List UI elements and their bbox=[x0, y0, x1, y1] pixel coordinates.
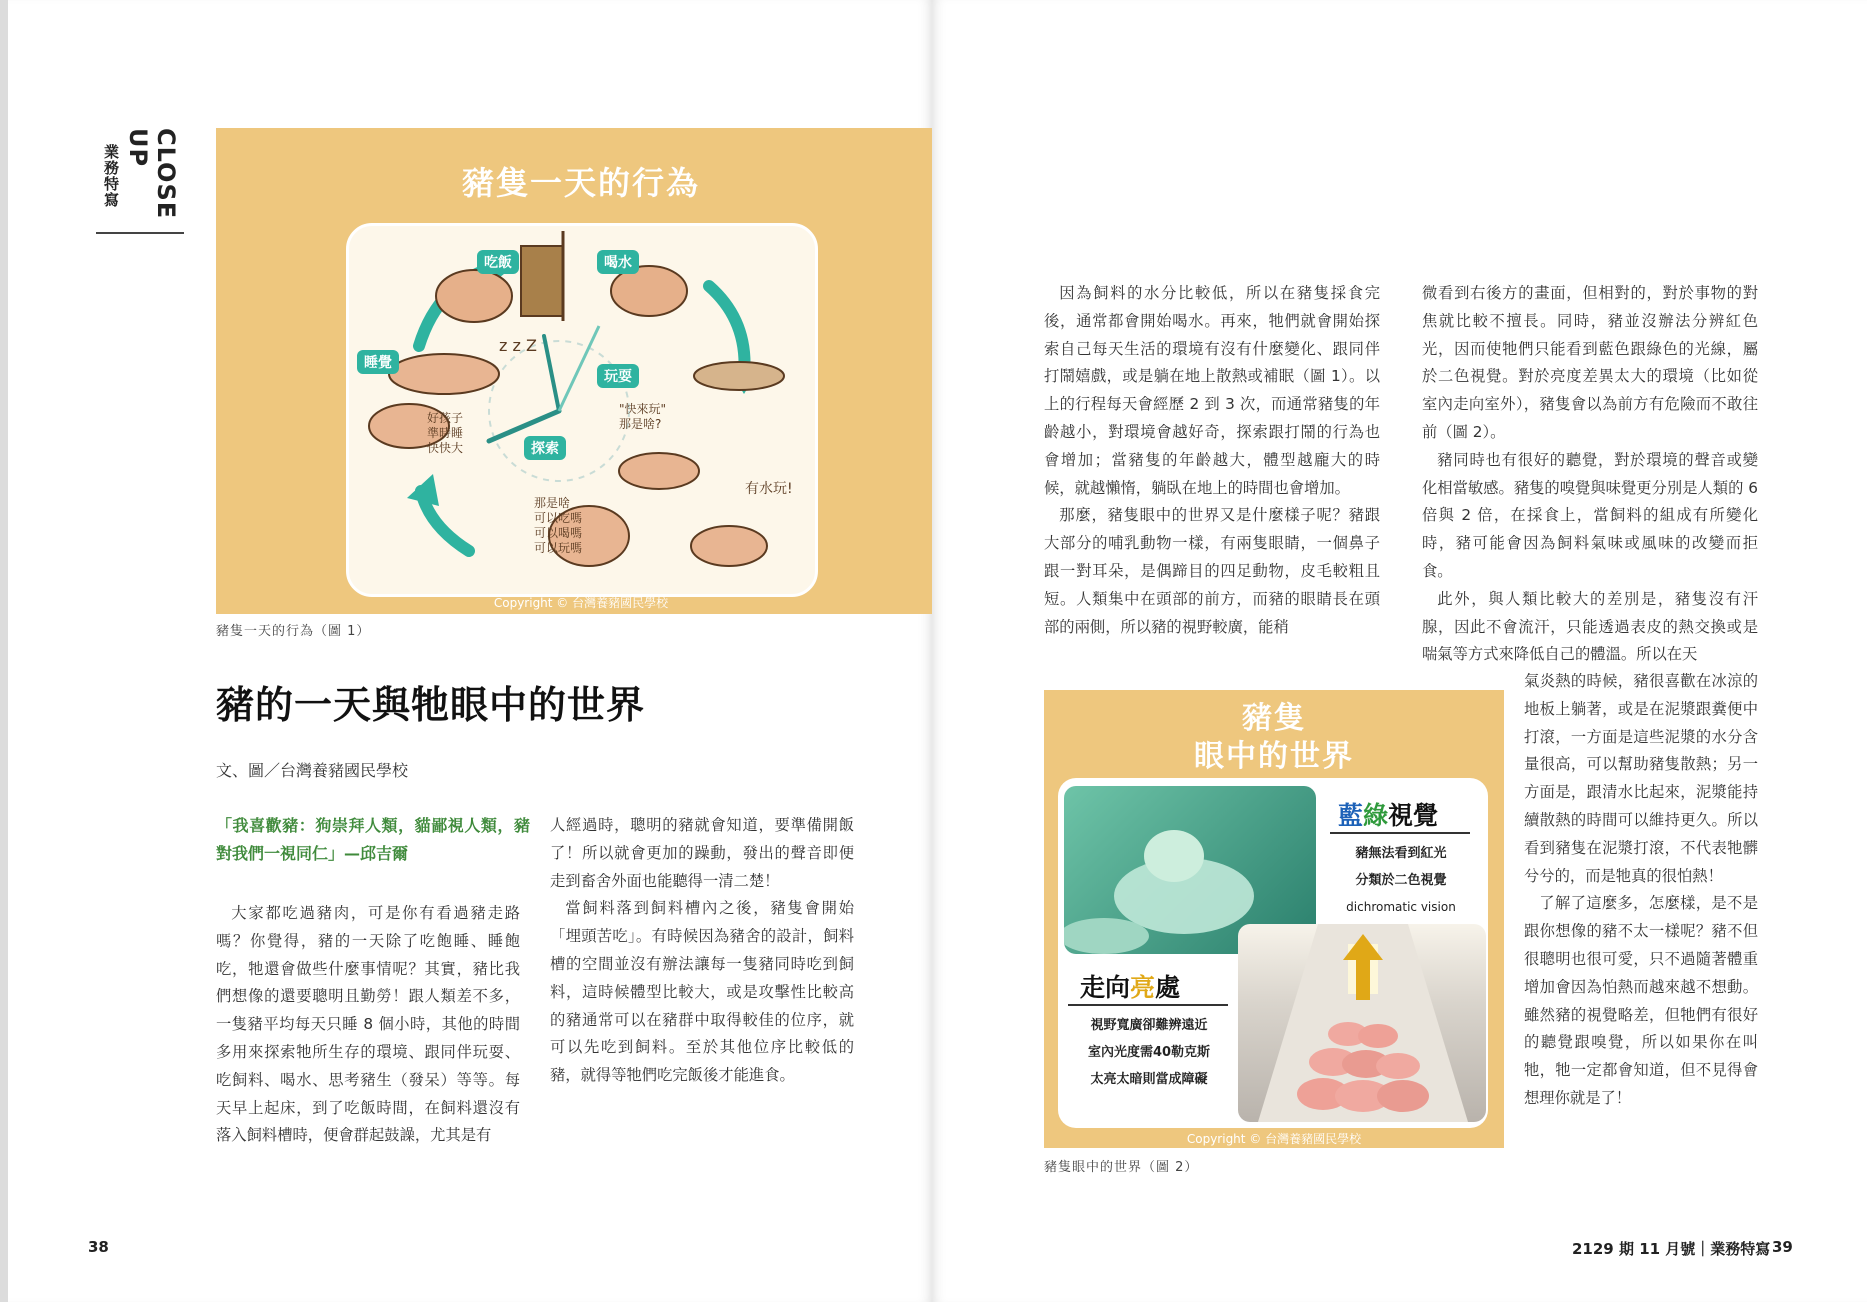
paragraph: 了解了這麼多，怎麼樣，是不是跟你想像的豬不太一樣呢？豬不但很聰明也很可愛，只不過隨著體重增加會因為怕熱而越來越不想動。雖然豬的視覺略差，但牠們有很好的聽覺跟嗅覺，所以如果你在叫牠，牠一定都會知道，但不見得會想理你就是了！ bbox=[1524, 894, 1758, 1107]
doodle-sleepy-text: 好孩子 準時睡 快快大 bbox=[427, 411, 464, 455]
paragraph: 大家都吃過豬肉，可是你有看過豬走路嗎？你覺得，豬的一天除了吃飽睡、睡飽吃，牠還會做些什麼事情呢？其實，豬比我們想像的還要聰明且勤勞！跟人類差不多，一隻豬平均每天只睡 8 個小時，其他的時間多用來探索牠所生存的環境、跟同伴玩耍、吃飼料、喝水、思考豬生（發呆）等等。每天早上起床，到了吃飯時間，在飼料還沒有落入飼料槽時，便會群起鼓譟，尤其是有 bbox=[216, 904, 520, 1145]
figure1-copyright: Copyright © 台灣養豬國民學校 bbox=[493, 596, 669, 610]
byline: 文、圖／台灣養豬國民學校 bbox=[216, 761, 409, 780]
vision-heading bbox=[1338, 796, 1438, 832]
pig-exploring-icon bbox=[619, 453, 699, 489]
light-note: 太亮太暗則當成障礙 bbox=[1090, 1072, 1208, 1087]
label-play: 玩耍 bbox=[597, 364, 639, 388]
figure2-copyright: Copyright © 台灣養豬國民學校 bbox=[1186, 1132, 1362, 1146]
paragraph: 那麼，豬隻眼中的世界又是什麼樣子呢？豬跟大部分的哺乳動物一樣，有兩隻眼睛，一個鼻子跟一對耳朵，是偶蹄目的四足動物，皮毛較粗且短。人類集中在頭部的前方，而豬的眼睛長在頭部的兩側，所以豬的視野較廣，能稍 bbox=[1044, 506, 1380, 636]
light-heading bbox=[1080, 968, 1180, 1004]
vision-heading-blue: 藍 bbox=[1338, 801, 1364, 830]
section-divider bbox=[96, 232, 184, 234]
figure2-panel bbox=[1058, 778, 1488, 1128]
vision-heading-green: 綠 bbox=[1363, 801, 1389, 830]
pig-eating-icon bbox=[436, 270, 512, 322]
page-number-right: 39 bbox=[1772, 1238, 1793, 1256]
figure2-title-line1: 豬隻 bbox=[1242, 701, 1306, 736]
light-heading-b: 亮 bbox=[1130, 973, 1156, 1002]
light-heading-a: 走向 bbox=[1080, 973, 1131, 1002]
paragraph: 微看到右後方的畫面，但相對的，對於事物的對焦就比較不擅長。同時，豬並沒辦法分辨紅色光，因而使牠們只能看到藍色跟綠色的光線，屬於二色視覺。對於亮度差異太大的環境（比如從室內走向室外），豬隻會以為前方有危險而不敢往前（圖 2）。 bbox=[1422, 284, 1758, 441]
paragraph: 人經過時，聰明的豬就會知道，要準備開飯了！所以就會更加的躁動，發出的聲音即便走到畜舍外面也能聽得一清二楚！ bbox=[550, 816, 854, 890]
right-page bbox=[932, 0, 1867, 1302]
doodle-fun-text: 有水玩! bbox=[745, 481, 793, 497]
doodle-what-text: "快來玩" 那是啥? bbox=[619, 402, 667, 431]
light-heading-underline bbox=[1068, 1004, 1228, 1006]
body-column-3 bbox=[1044, 280, 1380, 641]
figure2-caption: 豬隻眼中的世界（圖 2） bbox=[1044, 1160, 1199, 1175]
body-column-5 bbox=[1524, 668, 1758, 1113]
arrow-head-icon bbox=[407, 474, 439, 506]
vision-note: dichromatic vision bbox=[1346, 900, 1456, 914]
page-number-left: 38 bbox=[88, 1238, 109, 1256]
figure2-title bbox=[1044, 700, 1504, 776]
light-note: 室內光度需40勒克斯 bbox=[1087, 1045, 1211, 1060]
footer-issue: 2129 期 11 月號｜業務特寫 bbox=[1572, 1240, 1771, 1258]
article-title: 豬的一天與牠眼中的世界 bbox=[216, 683, 646, 727]
body-column-1 bbox=[216, 900, 520, 1150]
section-tag bbox=[96, 128, 186, 234]
pig-playing-icon bbox=[694, 362, 784, 390]
section-tag-zh: 業務特寫 bbox=[102, 144, 120, 208]
pigs-corridor-icon bbox=[1238, 924, 1486, 1122]
light-note: 視野寬廣卻難辨遠近 bbox=[1090, 1018, 1208, 1033]
section-tag-en-line2: UP bbox=[124, 128, 152, 168]
label-eat: 吃飯 bbox=[477, 250, 519, 274]
paragraph: 因為飼料的水分比較低，所以在豬隻採食完後，通常都會開始喝水。再來，牠們就會開始探索自己每天生活的環境有沒有什麼變化、跟同伴打鬧嬉戲，或是躺在地上散熱或補眠（圖 1）。以上的行程每天會經歷 2 到 3 次，而通常豬隻的年齡越小，對環境會越好奇，探索跟打鬧的行為也會增加；當豬隻的年齡越大，體型越龐大的時候，就越懶惰，躺臥在地上的時間也會增加。 bbox=[1044, 284, 1380, 497]
photo-pigs-walking-to-light bbox=[1238, 924, 1486, 1122]
label-drink: 喝水 bbox=[597, 250, 639, 274]
doodle-tasty-text: 那是啥 可以吃嗎 可以喝嗎 可以玩嗎 bbox=[534, 496, 583, 555]
svg-text:z z Z: z z Z bbox=[499, 336, 537, 355]
figure1-title: 豬隻一天的行為 bbox=[461, 164, 700, 202]
left-page bbox=[8, 0, 932, 1302]
paragraph: 此外，與人類比較大的差別是，豬隻沒有汗腺，因此不會流汗，只能透過表皮的熱交換或是喘氣等方式來降低自己的體溫。所以在天 bbox=[1422, 589, 1758, 664]
label-sleep: 睡覺 bbox=[357, 350, 399, 374]
body-column-2 bbox=[550, 812, 854, 1090]
vision-heading-rest: 視覺 bbox=[1388, 801, 1439, 830]
pig-sleeping-icon bbox=[389, 354, 499, 394]
vision-note: 豬無法看到紅光 bbox=[1355, 846, 1447, 861]
paragraph: 氣炎熱的時候，豬很喜歡在冰涼的地板上躺著，或是在泥漿跟糞便中打滾，一方面是這些泥漿的水分含量很高，可以幫助豬隻散熱；另一方面是，跟清水比起來，泥漿能持續散熱的時間可以維持更久。所以看到豬隻在泥漿打滾，不代表牠髒兮兮的，而是牠真的很怕熱！ bbox=[1524, 672, 1758, 885]
figure-pig-vision bbox=[1044, 690, 1504, 1148]
label-explore: 探索 bbox=[524, 436, 566, 460]
figure1-illustration bbox=[346, 223, 818, 597]
figure1-caption: 豬隻一天的行為（圖 1） bbox=[216, 624, 371, 639]
paragraph: 當飼料落到飼料槽內之後，豬隻會開始「埋頭苦吃」。有時候因為豬舍的設計，飼料槽的空間並沒有辦法讓每一隻豬同時吃到飼料，這時候體型比較大，或是攻擊性比較高的豬通常可以在豬群中取得較佳的位序，就可以先吃到飼料。至於其他位序比較低的豬，就得等牠們吃完飯後才能進食。 bbox=[550, 899, 854, 1085]
vision-heading-underline bbox=[1330, 832, 1470, 834]
vision-notes bbox=[1326, 840, 1476, 921]
body-column-4 bbox=[1422, 280, 1758, 669]
paragraph: 豬同時也有很好的聽覺，對於環境的聲音或變化相當敏感。豬隻的嗅覺與味覺更分別是人類的 6 倍與 2 倍，在採食上，當飼料的組成有所變化時，豬可能會因為飼料氣味或風味的改變而拒食。 bbox=[1422, 450, 1758, 580]
light-notes bbox=[1064, 1012, 1234, 1093]
light-heading-c: 處 bbox=[1155, 973, 1181, 1002]
section-tag-en: CLOSE bbox=[152, 128, 180, 220]
figure2-title-line2: 眼中的世界 bbox=[1194, 739, 1354, 774]
pull-quote: 「我喜歡豬：狗崇拜人類，貓鄙視人類，豬對我們一視同仁」—邱吉爾 bbox=[216, 816, 530, 863]
figure-pig-daily-behavior bbox=[216, 128, 946, 614]
vision-note: 分類於二色視覺 bbox=[1355, 873, 1447, 888]
pig-bathing-icon bbox=[691, 526, 767, 566]
